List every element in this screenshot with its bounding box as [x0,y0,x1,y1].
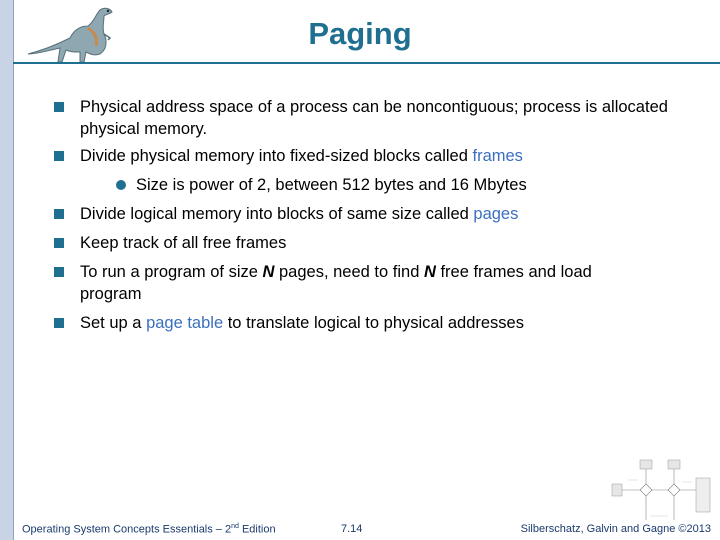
sub-bullet-size: Size is power of 2, between 512 bytes and 16 Mbytes [136,174,676,196]
square-bullet-icon [54,209,64,219]
square-bullet-icon [54,151,64,161]
bullet-run-program: To run a program of size N pages, need to find N free frames and load program [80,261,640,305]
square-bullet-icon [54,238,64,248]
square-bullet-icon [54,102,64,112]
footer-book-title: Operating System Concepts Essentials – 2nd Edition [22,523,276,536]
term-page-table: page table [146,314,224,332]
term-pages: pages [473,205,519,223]
footer-authors: Silberschatz, Galvin and Gagne ©2013 [520,523,711,535]
term-frames: frames [472,147,523,165]
title-divider [13,62,720,64]
bullet-page-table: Set up a page table to translate logical to physical addresses [80,312,680,334]
bullet-divide-logical-memory: Divide logical memory into blocks of same size called pages [80,203,680,225]
bullet-physical-address-space: Physical address space of a process can be noncontiguous; process is allocated physical memory. [80,96,680,140]
left-sidebar-stripe [0,0,14,540]
bullet-free-frames: Keep track of all free frames [80,232,680,254]
paging-diagram-thumbnail [606,458,714,524]
square-bullet-icon [54,267,64,277]
slide-title: Paging [308,16,412,51]
footer-page-number: 7.14 [341,523,363,535]
bullet-divide-physical-memory: Divide physical memory into fixed-sized blocks called frames [80,145,680,167]
round-bullet-icon [116,180,126,190]
square-bullet-icon [54,318,64,328]
